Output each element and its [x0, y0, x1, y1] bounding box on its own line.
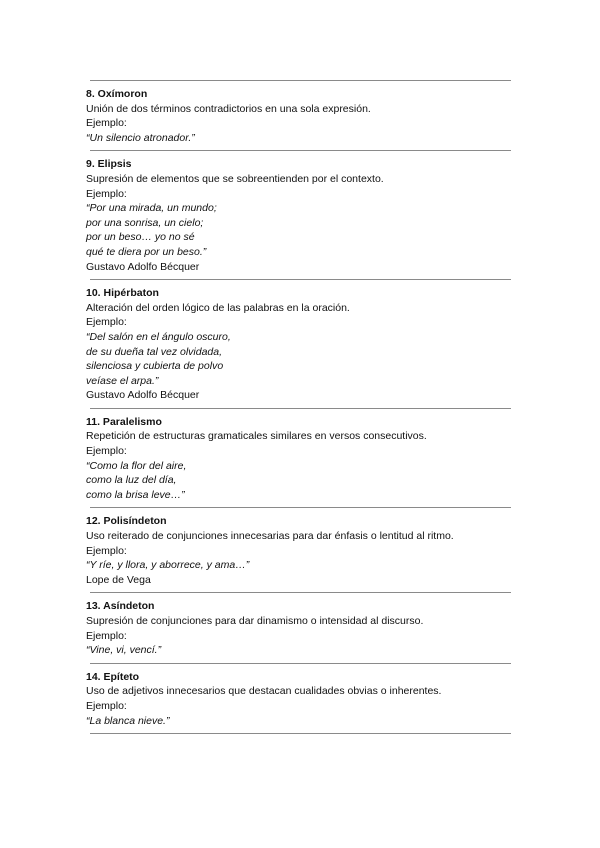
- example-label: Ejemplo:: [86, 187, 127, 200]
- example-label: Ejemplo:: [86, 544, 127, 557]
- divider-rule: [90, 733, 511, 734]
- example-quote-line: “Un silencio atronador.”: [86, 131, 195, 144]
- figure-definition: Repetición de estructuras gramaticales similares en versos consecutivos.: [86, 430, 427, 443]
- example-quote-line: silenciosa y cubierta de polvo: [86, 360, 224, 373]
- figure-title: 12. Polisíndeton: [86, 515, 167, 528]
- quote-author: Gustavo Adolfo Bécquer: [86, 260, 200, 273]
- figure-entry: [86, 409, 511, 508]
- quote-author: Gustavo Adolfo Bécquer: [86, 389, 200, 402]
- example-quote-line: por un beso… yo no sé: [86, 231, 195, 244]
- example-quote-line: “Por una mirada, un mundo;: [86, 202, 217, 215]
- figure-entry: [86, 280, 511, 408]
- document-page: [86, 80, 511, 734]
- example-quote-line: como la brisa leve…”: [86, 488, 185, 501]
- figure-list: [86, 80, 511, 734]
- figure-definition: Alteración del orden lógico de las palabras en la oración.: [86, 301, 350, 314]
- example-quote-line: “La blanca nieve.”: [86, 714, 170, 727]
- figure-title: 10. Hipérbaton: [86, 287, 159, 300]
- figure-definition: Supresión de elementos que se sobreentienden por el contexto.: [86, 172, 384, 185]
- example-quote-line: de su dueña tal vez olvidada,: [86, 345, 223, 358]
- figure-entry: [86, 151, 511, 279]
- example-quote-line: “Vine, vi, vencí.”: [86, 644, 162, 657]
- example-label: Ejemplo:: [86, 629, 127, 642]
- figure-title: 9. Elipsis: [86, 158, 132, 171]
- quote-author: Lope de Vega: [86, 573, 151, 586]
- figure-definition: Uso reiterado de conjunciones innecesarias para dar énfasis o lentitud al ritmo.: [86, 530, 454, 543]
- example-quote-line: veíase el arpa.”: [86, 374, 159, 387]
- example-quote-line: qué te diera por un beso.”: [86, 245, 207, 258]
- example-quote-line: “Del salón en el ángulo oscuro,: [86, 330, 231, 343]
- figure-definition: Uso de adjetivos innecesarios que destacan cualidades obvias o inherentes.: [86, 685, 442, 698]
- figure-entry: [86, 593, 511, 662]
- figure-definition: Unión de dos términos contradictorios en una sola expresión.: [86, 102, 371, 115]
- figure-title: 8. Oxímoron: [86, 88, 148, 100]
- figure-title: 14. Epíteto: [86, 670, 140, 683]
- example-quote-line: por una sonrisa, un cielo;: [86, 216, 204, 229]
- example-quote-line: como la luz del día,: [86, 474, 177, 487]
- example-quote-line: “Y ríe, y llora, y aborrece, y ama…”: [86, 559, 250, 572]
- example-label: Ejemplo:: [86, 445, 127, 458]
- figure-entry: [86, 508, 511, 592]
- figure-definition: Supresión de conjunciones para dar dinamismo o intensidad al discurso.: [86, 615, 424, 627]
- example-label: Ejemplo:: [86, 117, 127, 130]
- figure-entry: [86, 664, 511, 733]
- example-label: Ejemplo:: [86, 316, 127, 329]
- figure-title: 11. Paralelismo: [86, 415, 162, 428]
- example-quote-line: “Como la flor del aire,: [86, 459, 187, 472]
- figure-entry: [86, 81, 511, 150]
- figure-title: 13. Asíndeton: [86, 600, 155, 613]
- example-label: Ejemplo:: [86, 699, 127, 712]
